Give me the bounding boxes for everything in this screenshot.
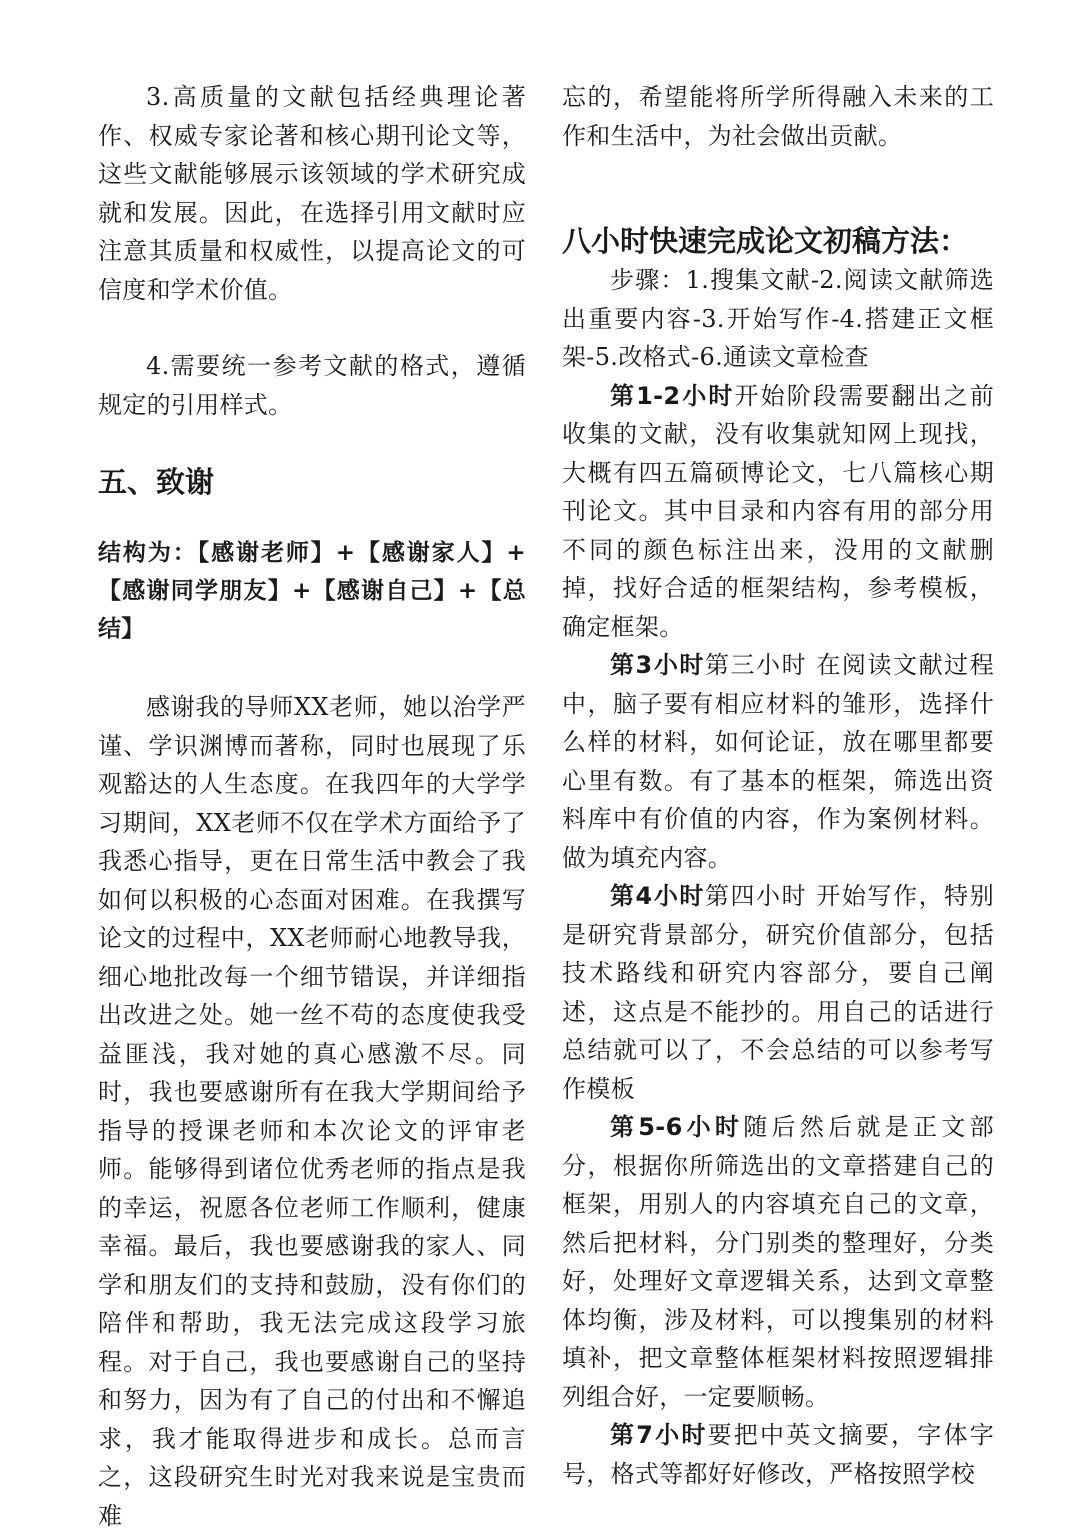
hour-5-6-paragraph	[562, 1108, 994, 1416]
hour-5-6-text: 随后然后就是正文部分，根据你所筛选出的文章搭建自己的框架，用别人的内容填充自己的文章，然后把材料，分门别类的整理好，分类好，处理好文章逻辑关系，达到文章整体均衡，涉及材料，可以搜集别的材料填补，把文章整体框架材料按照逻辑排列组合好，一定要顺畅。	[562, 1113, 994, 1411]
hour-3-label: 第3小时	[610, 651, 705, 679]
hour-7-text: 要把中英文摘要，字体字号，格式等都好好修改，严格按照学校	[562, 1421, 994, 1488]
hour-3-paragraph	[562, 646, 994, 877]
hour-4-text: 第四小时 开始写作，特别是研究背景部分，研究价值部分，包括技术路线和研究内容部分，要自己阐述，这点是不能抄的。用自己的话进行总结就可以了，不会总结的可以参考写作模板	[562, 882, 994, 1103]
hour-4-paragraph	[562, 877, 994, 1108]
acknowledgement-continuation: 忘的，希望能将所学所得融入未来的工作和生活中，为社会做出贡献。	[562, 83, 994, 150]
reference-item-4: 4.需要统一参考文献的格式，遵循规定的引用样式。	[98, 352, 526, 419]
hour-4-label: 第4小时	[610, 882, 705, 910]
hour-5-6-label: 第5-6小时	[610, 1113, 744, 1141]
method-steps: 步骤：1.搜集文献-2.阅读文献筛选出重要内容-3.开始写作-4.搭建正文框架-5.改格式-6.通读文章检查	[562, 266, 994, 371]
hour-1-2-label: 第1-2小时	[610, 381, 735, 410]
acknowledgement-structure: 结构为：【感谢老师】+【感谢家人】+【感谢同学朋友】+【感谢自己】+【总结】	[98, 540, 526, 642]
hour-7-paragraph	[562, 1416, 994, 1493]
hour-3-text: 第三小时 在阅读文献过程中，脑子要有相应材料的雏形，选择什么样的材料，如何论证，放在哪里都要心里有数。有了基本的框架，筛选出资料库中有价值的内容，作为案例材料。做为填充内容。	[562, 651, 994, 872]
reference-item-3: 3.高质量的文献包括经典理论著作、权威专家论著和核心期刊论文等，这些文献能够展示该领域的学术研究成就和发展。因此，在选择引用文献时应注意其质量和权威性，以提高论文的可信度和学术价值。	[98, 83, 526, 304]
section-title-acknowledgement: 五、致谢	[98, 465, 215, 499]
acknowledgement-body: 感谢我的导师XX老师，她以治学严谨、学识渊博而著称，同时也展现了乐观豁达的人生态度。在我四年的大学学习期间，XX老师不仅在学术方面给予了我悉心指导，更在日常生活中教会了我如何以积极的心态面对困难。在我撰写论文的过程中，XX老师耐心地教导我，细心地批改每一个细节错误，并详细指出改进之处。她一丝不苟的态度使我受益匪浅，我对她的真心感激不尽。同时，我也要感谢所有在我大学期间给予指导的授课老师和本次论文的评审老师。能够得到诸位优秀老师的指点是我的幸运，祝愿各位老师工作顺利，健康幸福。最后，我也要感谢我的家人、同学和朋友们的支持和鼓励，没有你们的陪伴和帮助，我无法完成这段学习旅程。对于自己，我也要感谢自己的坚持和努力，因为有了自己的付出和不懈追求，我才能取得进步和成长。总而言之，这段研究生时光对我来说是宝贵而难	[98, 693, 526, 1530]
right-column	[562, 78, 994, 1493]
left-column	[98, 78, 526, 1535]
method-title: 八小时快速完成论文初稿方法：	[562, 224, 969, 258]
hour-7-label: 第7小时	[610, 1421, 708, 1449]
hour-1-2-paragraph	[562, 377, 994, 647]
hour-1-2-text: 开始阶段需要翻出之前收集的文献，没有收集就知网上现找，大概有四五篇硕博论文，七八篇核心期刊论文。其中目录和内容有用的部分用不同的颜色标注出来，没用的文献删掉，找好合适的框架结构，参考模板，确定框架。	[562, 381, 994, 641]
